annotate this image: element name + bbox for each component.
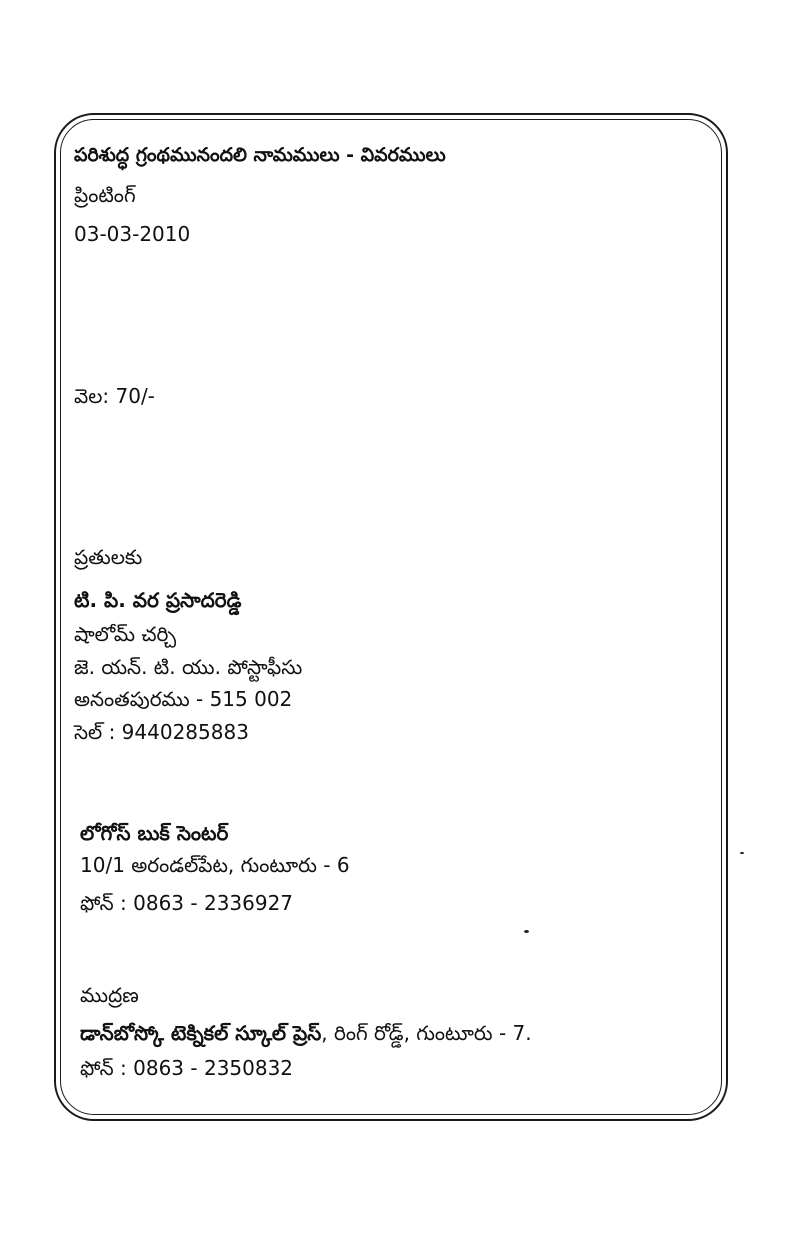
- copies-heading: ప్రతులకు: [74, 545, 143, 569]
- copies-contact-name: టి. పి. వర ప్రసాదరెడ్డి: [74, 588, 242, 612]
- printer-heading: ముద్రణ: [80, 983, 139, 1007]
- book-title: పరిశుద్ధ గ్రంథమునందలి నామములు - వివరములు: [74, 144, 446, 166]
- printer-line: [80, 1020, 532, 1046]
- scan-speck: [524, 930, 529, 933]
- book-center-phone: ఫోన్ : 0863 - 2336927: [80, 891, 294, 915]
- page-border-inner: [60, 119, 722, 1115]
- price: వెల: 70/-: [74, 384, 155, 408]
- book-center-address: 10/1 అరండల్‌పేట, గుంటూరు - 6: [80, 853, 350, 877]
- printer-phone: ఫోన్ : 0863 - 2350832: [80, 1056, 294, 1080]
- printing-label: ప్రింటింగ్: [74, 183, 136, 207]
- scan-speck: [740, 852, 744, 854]
- print-date: 03-03-2010: [74, 222, 191, 246]
- book-center-name: లోగోస్ బుక్ సెంటర్: [80, 821, 229, 845]
- copies-city: అనంతపురము - 515 002: [74, 687, 293, 711]
- copies-cell: సెల్ : 9440285883: [74, 720, 249, 744]
- printer-address: , రింగ్ రోడ్డ్, గుంటూరు - 7.: [321, 1021, 532, 1045]
- copies-post-office: జె. యన్. టి. యు. పోస్టాఫీసు: [74, 655, 303, 679]
- printer-name: డాన్‌బోస్కో టెక్నికల్ స్కూల్ ప్రెస్: [80, 1021, 322, 1045]
- copies-church: షాలోమ్ చర్చి: [74, 622, 177, 646]
